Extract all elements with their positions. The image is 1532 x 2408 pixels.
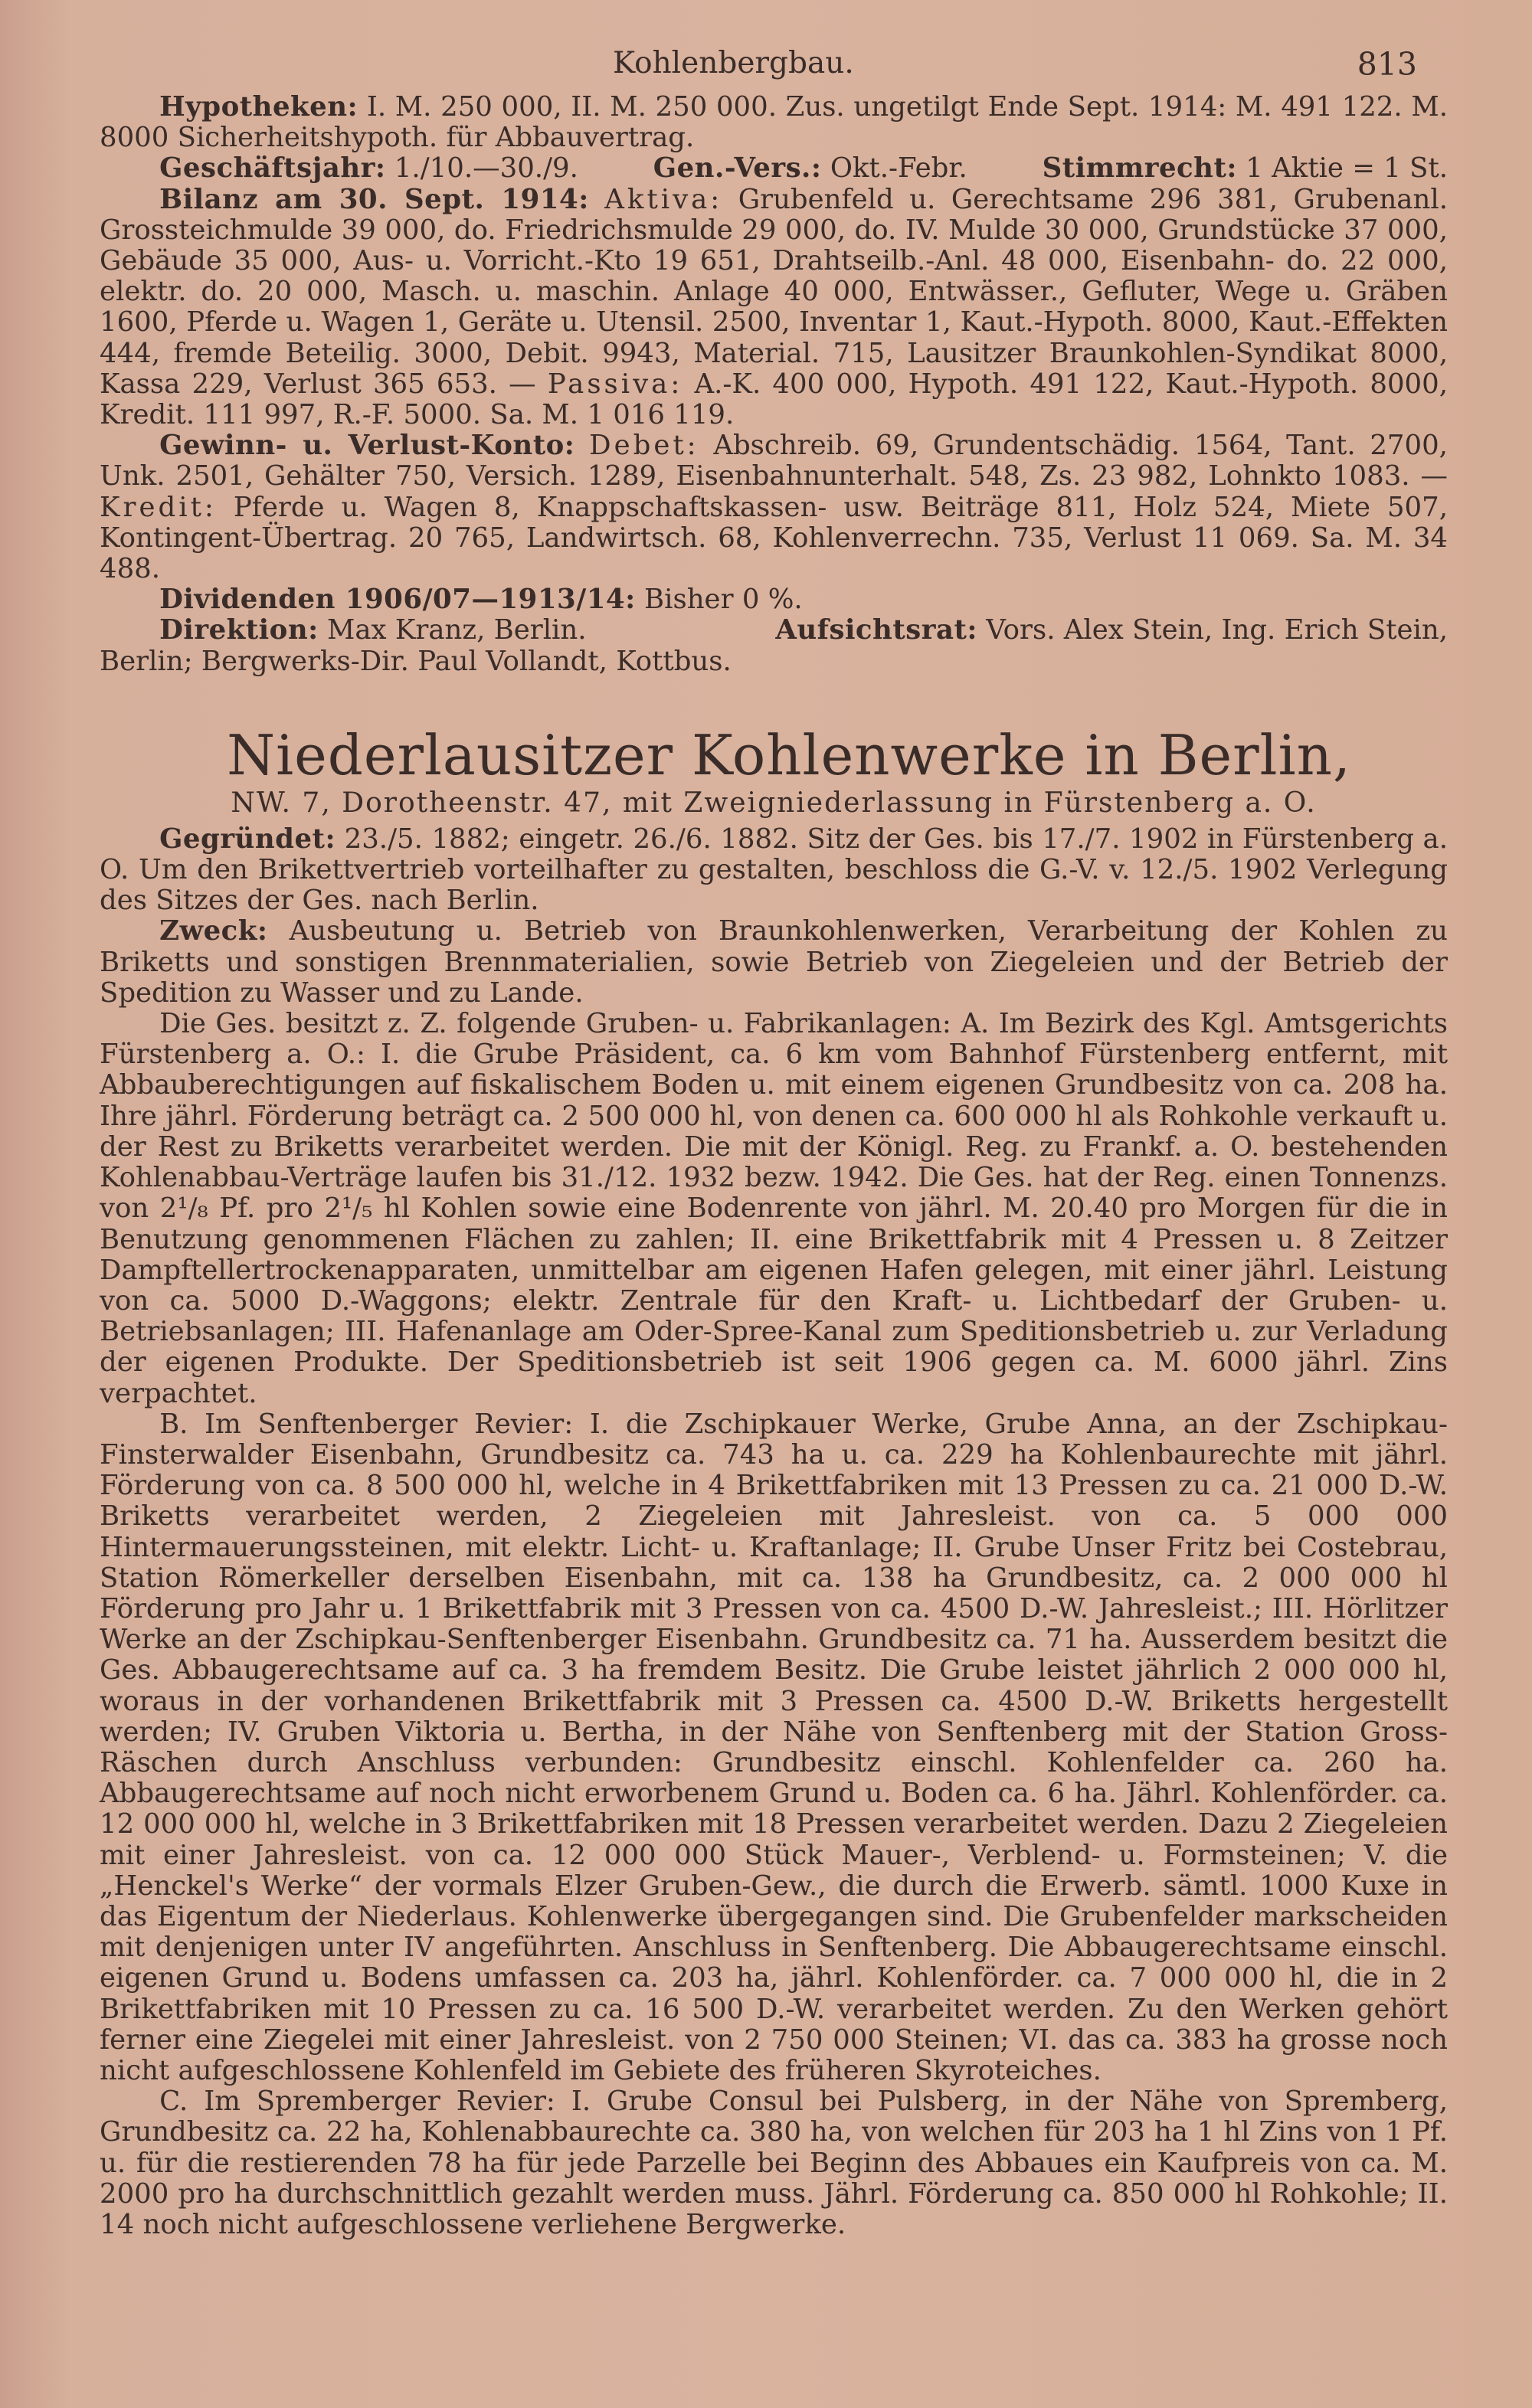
previous-company-section <box>100 92 1448 677</box>
guv-label: Gewinn- u. Verlust-Konto: <box>159 430 575 462</box>
anlagen-b-paragraph: B. Im Senftenberger Revier: I. die Zschipkauer Werke, Grube Anna, an der Zschipkau-Finsterwalder Eisenbahn, Grundbesitz ca. 743 ha u. ca. 229 ha Kohlenbaurechte mit jährl. Förderung von ca. 8 500 000 hl, welche in 4 Brikettfabriken mit 13 Pressen zu ca. 21 000 D.-W. Briketts verarbeitet werden, 2 Ziegeleien mit Jahresleist. von ca. 5 000 000 Hintermauerungssteinen, mit elektr. Licht- u. Kraftanlage; II. Grube Unser Fritz bei Costebrau, Station Römerkeller derselben Eisenbahn, mit ca. 138 ha Grundbesitz, ca. 2 000 000 hl Förderung pro Jahr u. 1 Brikettfabrik mit 3 Pressen von ca. 4500 D.-W. Jahresleist.; III. Hörlitzer Werke an der Zschipkau-Senftenberger Eisenbahn. Grundbesitz ca. 71 ha. Ausserdem besitzt die Ges. Abbaugerechtsame auf ca. 3 ha fremdem Besitz. Die Grube leistet jährlich 2 000 000 hl, woraus in der vorhandenen Brikettfabrik mit 3 Pressen ca. 4500 D.-W. Briketts hergestellt werden; IV. Gruben Viktoria u. Bertha, in der Nähe von Senftenberg mit der Station Gross-Räschen durch Anschluss verbunden: Grundbesitz einschl. Kohlenfelder ca. 260 ha. Abbaugerechtsame auf noch nicht erworbenem Grund u. Boden ca. 6 ha. Jährl. Kohlenförder. ca. 12 000 000 hl, welche in 3 Brikettfabriken mit 18 Pressen verarbeitet werden. Dazu 2 Ziegeleien mit einer Jahresleist. von ca. 12 000 000 Stück Mauer-, Verblend- u. Formsteinen; V. die „Henckel's Werke“ der vormals Elzer Gruben-Gew., die durch die Erwerb. sämtl. 1000 Kuxe in das Eigentum der Niederlaus. Kohlenwerke übergegangen sind. Die Grubenfelder markscheiden mit denjenigen unter IV angeführten. Anschluss in Senftenberg. Die Abbaugerechtsame einschl. eigenen Grund u. Bodens umfassen ca. 203 ha, jährl. Kohlenförder. ca. 7 000 000 hl, die in 2 Brikettfabriken mit 10 Pressen zu ca. 16 500 D.-W. verarbeitet werden. Zu den Werken gehört ferner eine Ziegelei mit einer Jahresleist. von 2 750 000 Steinen; VI. das ca. 383 ha grosse noch nicht aufgeschlossene Kohlenfeld im Gebiete des früheren Skyroteiches. <box>100 1408 1448 2086</box>
debet-text: Abschreib. 69, Grundentschädig. 1564, Tant. 2700, Unk. 2501, Gehälter 750, Versich. 1289, Eisenbahnunterhalt. 548, Zs. 23 982, Lohnkto 1083. <box>100 430 1448 492</box>
aufsichtsrat-continuation: Berlin; Bergwerks-Dir. Paul Vollandt, Kottbus. <box>100 645 732 677</box>
zweck-text: Ausbeutung u. Betrieb von Braunkohlenwerken, Verarbeitung der Kohlen zu Briketts und sonstigen Brennmaterialien, sowie Betrieb von Ziegeleien und der Betrieb der Spedition zu Wasser und zu Lande. <box>100 915 1448 1009</box>
geschaeftsjahr-label: Geschäftsjahr: <box>159 152 386 185</box>
hypotheken-text: I. M. 250 000, II. M. 250 000. Zus. ungetilgt Ende Sept. 1914: M. 491 122. M. 8000 Sicherheitshypoth. für Abbauvertrag. <box>100 91 1448 154</box>
gegruendet-paragraph <box>100 824 1448 917</box>
company-heading: Niederlausitzer Kohlenwerke in Berlin, <box>227 722 1351 787</box>
passiva-label: Passiva: <box>547 368 683 400</box>
genvers-text: Okt.-Febr. <box>830 152 967 185</box>
anlagen-c-paragraph: C. Im Spremberger Revier: I. Grube Consul bei Pulsberg, in der Nähe von Spremberg, Grundbesitz ca. 22 ha, Kohlenabbaurechte ca. 380 ha, von welchen für 203 ha 1 hl Zins von 1 Pf. u. für die restierenden 78 ha für jede Parzelle bei Beginn des Abbaues ein Kaufpreis von ca. M. 2000 pro ha durchschnittlich gezahlt werden muss. Jährl. Förderung ca. 850 000 hl Rohkohle; II. 14 noch nicht aufgeschlossene verliehene Bergwerke. <box>100 2086 1448 2240</box>
passiva-text: A.-K. 400 000, Hypoth. 491 122, Kaut.-Hypoth. 8000, Kredit. 111 997, R.-F. 5000. Sa. M. 1 016 119. <box>100 368 1448 431</box>
aufsichtsrat-text: Vors. Alex Stein, Ing. Erich Stein, <box>986 614 1448 646</box>
geschaeftsjahr-line <box>100 153 1448 184</box>
gegruendet-text: 23./5. 1882; eingetr. 26./6. 1882. Sitz der Ges. bis 17./7. 1902 in Fürstenberg a. O. Um den Brikettvertrieb vorteilhafter zu gestalten, beschloss die G.-V. v. 12./5. 1902 Verlegung des Sitzes der Ges. nach Berlin. <box>100 823 1448 917</box>
running-header <box>100 46 1448 92</box>
zweck-label: Zweck: <box>159 915 268 947</box>
debet-label: Debet: <box>589 430 699 462</box>
bilanz-text: Grubenfeld u. Gerechtsame 296 381, Grubenanl. Grossteichmulde 39 000, do. Friedrichsmulde 29 000, do. IV. Mulde 30 000, Grundstücke 37 000, Gebäude 35 000, Aus- u. Vorricht.-Kto 19 651, Drahtseilb.-Anl. 48 000, Eisenbahn- do. 22 000, elektr. do. 20 000, Masch. u. maschin. Anlage 40 000, Entwässer., Gefluter, Wege u. Gräben 1600, Pferde u. Wagen 1, Geräte u. Utensil. 2500, Inventar 1, Kaut.-Hypoth. 8000, Kaut.-Effekten 444, fremde Beteilig. 3000, Debit. 9943, Material. 715, Lausitzer Braunkohlen-Syndikat 8000, Kassa 229, Verlust 365 653. — <box>100 183 1448 400</box>
aufsichtsrat-label: Aufsichtsrat: <box>775 614 977 646</box>
direktion-label: Direktion: <box>159 614 319 646</box>
dividenden-label: Dividenden 1906/07—1913/14: <box>159 584 636 616</box>
dividenden-paragraph <box>100 584 1448 615</box>
gegruendet-label: Gegründet: <box>159 823 336 855</box>
zweck-paragraph <box>100 916 1448 1009</box>
geschaeftsjahr-text: 1./10.—30./9. <box>394 152 578 185</box>
page-number: 813 <box>1357 46 1417 83</box>
kredit-text: Pferde u. Wagen 8, Knappschaftskassen- usw. Beiträge 811, Holz 524, Miete 507, Kontingent-Übertrag. 20 765, Landwirtsch. 68, Kohlenverrechn. 735, Verlust 11 069. Sa. M. 34 488. <box>100 491 1448 585</box>
company-address: NW. 7, Dorotheenstr. 47, mit Zweigniederlassung in Fürstenberg a. O. <box>231 787 1317 819</box>
hypotheken-paragraph <box>100 92 1448 153</box>
hypotheken-label: Hypotheken: <box>159 91 358 123</box>
kredit-label: Kredit: <box>100 491 217 523</box>
genvers-label: Gen.-Vers.: <box>653 152 822 185</box>
stimmrecht-text: 1 Aktie = 1 St. <box>1246 152 1448 185</box>
company-section <box>100 824 1448 2240</box>
dividenden-text: Bisher 0 %. <box>644 584 803 616</box>
stimmrecht-label: Stimmrecht: <box>1042 152 1237 185</box>
anlagen-a-paragraph: Die Ges. besitzt z. Z. folgende Gruben- u. Fabrikanlagen: A. Im Bezirk des Kgl. Amtsgerichts Fürstenberg a. O.: I. die Grube Präsident, ca. 6 km vom Bahnhof Fürstenberg entfernt, mit Abbauberechtigungen auf fiskalischem Boden u. mit einem eigenen Grundbesitz von ca. 208 ha. Ihre jährl. Förderung beträgt ca. 2 500 000 hl, von denen ca. 600 000 hl als Rohkohle verkauft u. der Rest zu Briketts verarbeitet werden. Die mit der Königl. Reg. zu Frankf. a. O. bestehenden Kohlenabbau-Verträge laufen bis 31./12. 1932 bezw. 1942. Die Ges. hat der Reg. einen Tonnenzs. von 2¹/₈ Pf. pro 2¹/₅ hl Kohlen sowie eine Bodenrente von jährl. M. 20.40 pro Morgen für die in Benutzung genommenen Flächen zu zahlen; II. eine Brikettfabrik mit 4 Pressen u. 8 Zeitzer Dampftellertrockenapparaten, unmittelbar am eigenen Hafen gelegen, mit einer jährl. Leistung von ca. 5000 D.-Waggons; elektr. Zentrale für den Kraft- u. Lichtbedarf der Gruben- u. Betriebsanlagen; III. Hafenanlage am Oder-Spree-Kanal zum Speditionsbetrieb u. zur Verladung der eigenen Produkte. Der Speditionsbetrieb ist seit 1906 gegen ca. M. 6000 jährl. Zins verpachtet. <box>100 1008 1448 1409</box>
direktion-text: Max Kranz, Berlin. <box>327 614 587 646</box>
guv-paragraph: Gewinn- u. Verlust-Konto: Debet: Abschreib. 69, Grundentschädig. 1564, Tant. 2700, Unk. 2501, Gehälter 750, Versich. 1289, Eisenbahnunterhalt. 548, Zs. 23 982, Lohnkto 1083. — Kredit: Pferde u. Wagen 8, Knappschaftskassen- usw. Beiträge 811, Holz 524, Miete 507, Kontingent-Übertrag. 20 765, Landwirtsch. 68, Kohlenverrechn. 735, Verlust 11 069. Sa. M. 34 488. <box>100 430 1448 585</box>
aktiva-label: Aktiva: <box>604 183 723 215</box>
direktion-line <box>100 615 1448 646</box>
header-title: Kohlenbergbau. <box>613 46 854 80</box>
bilanz-paragraph <box>100 185 1448 431</box>
bilanz-label: Bilanz am 30. Sept. 1914: <box>159 183 589 215</box>
